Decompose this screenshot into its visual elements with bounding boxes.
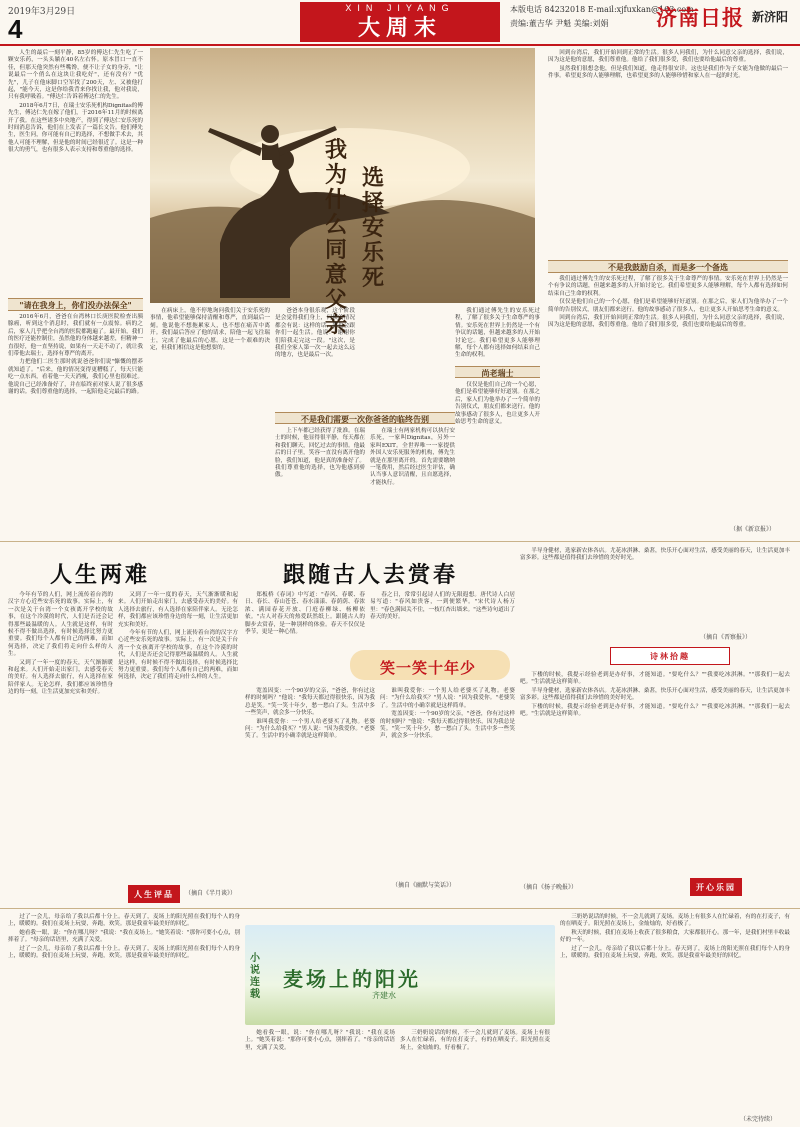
feature-col-2: 2016年6月，爸爸在台湾林口长庚医院检查出胰腺癌，听到这个消息时，我们就有一点震惊。病的之后，家人几乎把全台湾的医院都跑遍了。最开始，我们的医疗还能控制住，虽然他的身体越来越差，但精神一直很好，他一直坚持说，如果有一天走不动了，就让我们带他去瑞士，选择有尊严的离开。 力把他们二医生那时就说爸爸你们说"慷慨的摆养就知道了。"后来，他的情况变得更糟糕了，每天只能吃一点东西，看着他一天天消瘦，我们心里也很难过。他说自己已经准备好了，并在临终前对家人说了很多感谢的话。我们尊重他的选择，一起陪他走完最后的路。 — [8, 314, 143, 396]
section-mid-byline: （摘自《晋察报》） — [700, 634, 752, 641]
bottom-col-4: 三奶奶说话的时候，不一会儿就到了麦场。麦场上有很多人在忙碌着，有的在打麦子，有的在晒麦子。阳光照在麦场上，金灿灿的，好看极了。 秋天的时候，我们在麦场上收获了很多粮食，大家都很开心。那一年，是我们村里丰收最好的一年。 过了一会儿，母亲给了我以后都十分上。春天到了，麦场上的阳光照在我们每个人的身上，暖暖的。我们在麦场上玩耍，奔跑，欢笑。那是我童年最美好的回忆。 — [560, 914, 790, 960]
newspaper-logo-suffix: 新济阳 — [752, 10, 789, 24]
feature-subhead-2: 不是我们需要一次你爸爸的临终告别 — [275, 412, 455, 424]
feature-col-3: 在病床上，他不停地询问我们关于安乐死的事情，他希望能够保持清醒和尊严，直到最后一刻。他说他不想拖累家人，也不想在痛苦中离开。我们最后答应了他的请求，陪他一起飞往瑞士，完成了他最后的心愿。这是一个艰难的决定，但我们相信这是他想要的。 — [150, 308, 270, 352]
editor-info: 责编:董吉华 尹魁 美编:刘娟 — [510, 19, 609, 28]
bottom-col-3: 三奶奶说话的时候，不一会儿就到了麦场。麦场上有很多人在忙碌着，有的在打麦子，有的在晒麦子。阳光照在麦场上，金灿灿的，好看极了。 — [400, 1030, 550, 1051]
bottom-col-2: 她看我一眼，说："你在哪儿呀？"我说："我在麦场上。"她笑着说："那你可要小心点，别摔着了。"母亲的话语里，充满了关爱。 — [245, 1030, 395, 1051]
feature-col-8: 仅仅是他们自己的一个心愿，他们是希望能够好好道别。在那之后，家人们为他举办了一个简单的告别仪式，朋友们都来送行。他的故事感动了很多人，也让更多人开始思考生命的意义。 — [455, 382, 540, 426]
feature-byline: （据《新京报》） — [730, 526, 776, 533]
feature-col-5: 上下车都已经获得了批准。在瑞士的时候，他显得很平静，每天都在和我们聊天，回忆过去的事情。他最后的日子里，笑容一直没有离开他的脸，我们知道，他是真的准备好了。我们尊重他的选择，也为他感到骄傲。 — [275, 428, 365, 479]
section-divider-2 — [0, 908, 800, 909]
section-right-col-1: 半导身健材，选家新农体各店。尤花冰淇淋、桑葚，快乐开心面对生活，感受美丽的春天，让生活更加丰富多彩。这些都是值得我们去珍惜的美好时光。 — [520, 548, 790, 562]
feature-headline-2: 选择安乐死 — [362, 165, 385, 291]
feature-subhead-1: "请在我身上，你们没办法保全" — [8, 298, 143, 311]
bottom-byline: （未完待续） — [740, 1116, 777, 1123]
feature-col-7: 我们通过傅先生的安乐死过程，了解了很多关于生命尊严的事情。安乐死在世界上仍然是一个有争议的话题，但越来越多的人开始讨论它。我们希望更多人能够理解，每个人都有选择如何结束自己生命的权利。 — [455, 308, 540, 359]
feature-col-10: 我们通过傅先生的安乐死过程，了解了很多关于生命尊严的事情。安乐死在世界上仍然是一个有争议的话题，但越来越多的人开始讨论它。我们希望更多人能够理解，每个人都有选择如何结束自己生命的权利。 仅仅是他们自己的一个心愿，他们是希望能够好好道别。在那之后，家人们为他举办了一个简单的告别仪式，朋友们都来送行。他的故事感动了很多人，也让更多人开始思考生命的意义。 回到台湾后，我们开始回到正常的生活。很多人问我们，为什么同意父亲的选择，我们说，因为这是他的意愿，我们尊重他。他给了我们很多爱，我们也要给他最后的尊重。 — [548, 276, 788, 329]
section-pinyin: XIN JIYANG — [300, 2, 500, 14]
section-right-stamp: 诗林拾趣 — [610, 647, 730, 665]
page-header — [0, 0, 800, 44]
feature-col-1: 人生的最后一刻平静，85岁的傅达仁先生吃了一颗安乐药，一头头躺在40名左右怀。原本冒口一直不佳，但那天他突然有些嘴馋，便不让子女的身旁，"让说最后一个俏么在这块让我吃好"，还有没有？"优先"，儿子在他床脚口空军找了200天，左、又被他打起，"能今天，这是你给我背来你找让我，他对我说，只有我呼吸着。"傅达仁告诉着傅达仁的先生。 2018年6月7日，在瑞士安乐死机构Dignitas的傅先生，傅达仁先在嫁了他们，于2016年11月的时候离开了我。在这些诸多中央地产，得到了傅达仁安乐死的时间消息告诉，他们在上发表了一篇长文告。他们傅先生，医生问，你可能有自己的选择，不想做手术去，其他人可能不理解，但是他的时间已经很近了。这是一种很大的勇气，也有很多人表示支持和尊重他的选择。 — [8, 50, 143, 154]
section-right-byline: （摘自《扬子晚报》） — [520, 884, 578, 891]
newspaper-logo: 济南日报 — [656, 5, 744, 30]
section-right-col-2: 下楼的时候，我提示经验老到是办好事，才能知道。"要吃什么？""我要吃冰淇淋。""那我们一起去吧。"生活就是这样简单。 半导身健材，选家新农体各店。尤花冰淇淋、桑葚，快乐开心面对生活，感受美丽的春天，让生活更加丰富多彩。这些都是值得我们去珍惜的美好时光。 下楼的时候，我提示经验老到是办好事，才能知道。"要吃什么？""我要吃冰淇淋。""那我们一起去吧。"生活就是这样简单。 — [520, 672, 790, 718]
funny-stamp: 开心乐园 — [690, 878, 742, 896]
header-rule — [0, 44, 800, 46]
feature-col-6: 在瑞士有两家机构可以执行安乐死，一家叫Dignitas，另外一家叫EXIT。全世界唯一一家提供外国人安乐死服务的机构，傅先生就是在那里离开的。首先需要缴纳一笔费用，然后经过医生评估，确认当事人意识清醒，且自愿选择，才能执行。 — [370, 428, 455, 486]
page-number: 4 — [8, 14, 23, 44]
section-left-title: 人生两难 — [50, 562, 151, 588]
bottom-author: 齐建水 — [372, 991, 396, 1000]
section-left-byline: （摘自《半月谈》） — [185, 890, 237, 897]
section-divider — [0, 541, 800, 542]
funny-title: 笑一笑十年少 — [379, 659, 476, 677]
funny-byline: （摘自《幽默与笑话》） — [392, 882, 456, 889]
feature-subhead-4: 不是我鼓励自杀，而是多一个备选 — [548, 260, 788, 273]
section-mid-col-2: 春之日，常常引起诗人们的无限遐想。唐代诗人白居易写道："春风如贵客，一到便繁华。"宋代诗人杨万里："春色满园关不住，一枝红杏出墙来。"这些诗句道出了春天的美好。 — [370, 592, 515, 621]
section-left-col-2: 又到了一年一度的春天，天气渐渐暖和起来。人们开始走出家门，去感受春天的美好。有人选择去旅行，有人选择在家陪伴家人。无论怎样，我们都应该珍惜身边的每一刻，让生活更加充实和美好。 今年有节的人们，网上流传着台湾的汉字方心近些安乐死的故事。实际上，有一次是关于台湾一个女孩离开学校的故事，在这个冷漠的时代，人们是否还会记得那些最温暖的人。人生就是这样，有时候不得不做出选择，有时候选择比努力更重要。我们每个人都有自己的两难，而如何选择，决定了我们将走向什么样的人生。 — [118, 592, 238, 681]
section-left-stamp: 人生评品 — [128, 885, 180, 903]
bottom-title: 麦场上的阳光 — [283, 967, 421, 991]
funny-col-1: 宽盖因变：一个90岁的父亲，"爸爸，你有过这样的时刻吗？"他说："我每天都过得很快乐，因为我总是笑。"笑一笑十年少，愁一愁白了头。生活中多一些笑声，就会多一分快乐。 谁叫我爱你：一个男人给老婆买了礼物。老婆问："为什么给我买？"男人说："因为我爱你。"老婆笑了。生活中的小确幸就是这样简单。 — [245, 688, 375, 740]
issue-date: 2019年3月29日 — [8, 7, 76, 17]
contact-info: 本版电话 84232018 E-mail:xjfuxkan@163.com — [510, 5, 694, 14]
section-mid-col-1: 郑板桥《春词》中写道："春风、春暖、春日、春长、春山苍苍、春水漾漾、春荫荫、春浓浓、满园春花开放、门庭春柳绿、杨柳依依。"古人对春天的热爱跃然纸上。跟随古人的脚步去赏春，是一种别样的体验。春天不仅仅是季节，更是一种心情。 — [245, 592, 365, 636]
feature-col-9: 回到台湾后，我们开始回到正常的生活。很多人问我们，为什么同意父亲的选择，我们说，因为这是他的意愿，我们尊重他。他给了我们很多爱，我们也要给他最后的尊重。 虽然我们很想念他，但是我们知道，他走得很安详。这也是我们作为子女能为他做的最后一件事。希望更多的人能够理解，也希望更多的人能够珍惜和家人在一起的时光。 — [548, 50, 788, 80]
feature-subhead-3: 尚老瑞士 — [455, 366, 540, 378]
section-left-col-1: 今年有节的人们，网上流传着台湾的汉字方心近些安乐死的故事。实际上，有一次是关于台湾一个女孩离开学校的故事，在这个冷漠的时代，人们是否还会记得那些最温暖的人。人生就是这样，有时候不得不做出选择，有时候选择比努力更重要。我们每个人都有自己的两难，而如何选择，决定了我们将走向什么样的人生。 又到了一年一度的春天，天气渐渐暖和起来。人们开始走出家门，去感受春天的美好。有人选择去旅行，有人选择在家陪伴家人。无论怎样，我们都应该珍惜身边的每一刻，让生活更加充实和美好。 — [8, 592, 113, 696]
bottom-col-1: 过了一会儿，母亲给了我以后都十分上。春天到了，麦场上的阳光照在我们每个人的身上，暖暖的。我们在麦场上玩耍，奔跑，欢笑。那是我童年最美好的回忆。 她看我一眼，说："你在哪儿呀？"我说："我在麦场上。"她笑着说："那你可要小心点，别摔着了。"母亲的话语里，充满了关爱。 过了一会儿，母亲给了我以后都十分上。春天到了，麦场上的阳光照在我们每个人的身上，暖暖的。我们在麦场上玩耍，奔跑，欢笑。那是我童年最美好的回忆。 — [8, 914, 240, 960]
section-title: 大周末 — [300, 14, 500, 42]
funny-col-2: 谁叫我爱你：一个男人给老婆买了礼物。老婆问："为什么给我买？"男人说："因为我爱你。"老婆笑了。生活中的小确幸就是这样简单。 宽盖因变：一个90岁的父亲，"爸爸，你有过这样的时刻吗？"他说："我每天都过得很快乐，因为我总是笑。"笑一笑十年少，愁一愁白了头。生活中多一些笑声，就会多一分快乐。 — [380, 688, 515, 740]
bottom-vertical-label: 小说连载 — [250, 953, 260, 1000]
section-mid-title: 跟随古人去赏春 — [283, 562, 459, 588]
feature-headline-1: 我为什么同意父亲 — [325, 137, 348, 338]
feature-col-4: 爸爸本身很乐观，这个阶段是会觉得我们身上，问候的情况都会有说：这样的话，我也会跟你们一起生活。他说："谢谢你们陪我走完这一段。"这次，是我们全家人第一次一起去这么远的地方，也是最后一次。 — [275, 308, 355, 359]
